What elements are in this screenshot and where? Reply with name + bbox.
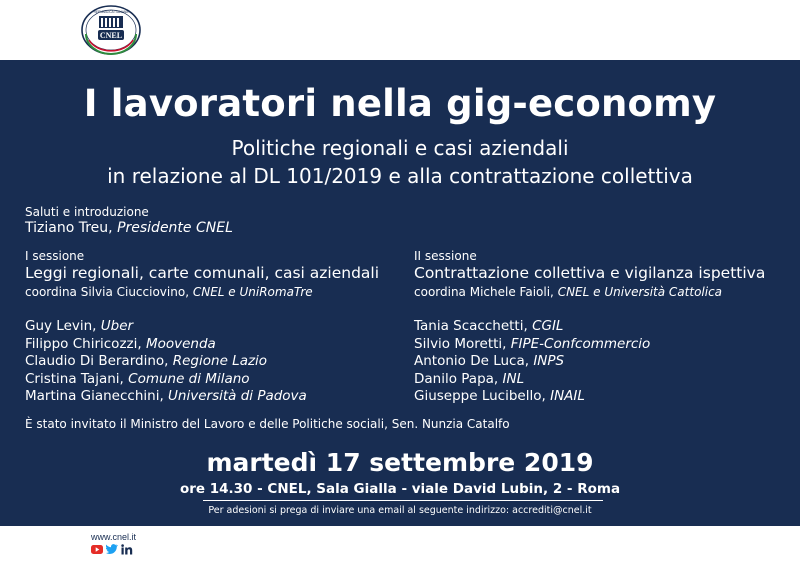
- page-title: I lavoratori nella gig-economy: [83, 82, 717, 125]
- session2-chair-affiliation: CNEL e Università Cattolica: [557, 285, 723, 299]
- divider: [203, 500, 603, 501]
- list-item: Filippo Chiricozzi, Moovenda: [25, 335, 216, 352]
- intro-speaker-name: Tiziano Treu,: [25, 220, 113, 236]
- list-item: Cristina Tajani, Comune di Milano: [25, 370, 250, 387]
- logo-arc-text: REPUBBLICA ITALIANA: [93, 10, 129, 14]
- event-venue: ore 14.30 - CNEL, Sala Gialla - viale David Lubin, 2 - Roma: [179, 481, 621, 497]
- session1-title: Leggi regionali, carte comunali, casi aziendali: [25, 264, 380, 282]
- session2-chair: [414, 285, 722, 299]
- invited-note: È stato invitato il Ministro del Lavoro e delle Politiche sociali, Sen. Nunzia Catalfo: [25, 417, 510, 431]
- list-item: Silvio Moretti, FIPE-Confcommercio: [414, 335, 651, 352]
- logo-text: CNEL: [99, 31, 123, 40]
- twitter-icon[interactable]: [106, 544, 118, 555]
- youtube-icon[interactable]: [91, 544, 103, 555]
- list-item: Tania Scacchetti, CGIL: [414, 318, 564, 334]
- session1-speakers: [25, 318, 307, 406]
- social-links: [91, 544, 133, 556]
- list-item: Claudio Di Berardino, Regione Lazio: [25, 353, 268, 369]
- linkedin-icon[interactable]: [121, 544, 133, 555]
- session2-title: Contrattazione collettiva e vigilanza ispettiva: [414, 264, 766, 282]
- list-item: Guy Levin, Uber: [25, 318, 134, 334]
- website-link[interactable]: www.cnel.it: [91, 532, 137, 542]
- intro-speaker: [25, 220, 233, 236]
- session2-chair-prefix: coordina Michele Faioli,: [414, 285, 554, 299]
- list-item: Antonio De Luca, INPS: [414, 353, 565, 369]
- session2-label: II sessione: [414, 249, 477, 263]
- main-panel: [0, 60, 800, 526]
- list-item: Danilo Papa, INL: [414, 370, 525, 387]
- cnel-logo: [80, 4, 142, 56]
- intro-speaker-role: Presidente CNEL: [117, 220, 233, 236]
- session1-chair-prefix: coordina Silvia Ciucciovino,: [25, 285, 190, 299]
- session1-label: I sessione: [25, 249, 85, 263]
- session1-chair: [25, 285, 313, 299]
- session2-speakers: [414, 318, 650, 406]
- subtitle-line-2: in relazione al DL 101/2019 e alla contrattazione collettiva: [107, 164, 693, 188]
- event-date: martedì 17 settembre 2019: [206, 448, 594, 477]
- session1-chair-affiliation: CNEL e UniRomaTre: [192, 285, 313, 299]
- list-item: Martina Gianecchini, Università di Padova: [25, 388, 307, 404]
- intro-label: Saluti e introduzione: [25, 205, 149, 219]
- contact-note: Per adesioni si prega di inviare una email al seguente indirizzo: accrediti@cnel.it: [208, 505, 592, 516]
- subtitle-line-1: Politiche regionali e casi aziendali: [231, 136, 569, 160]
- list-item: Giuseppe Lucibello, INAIL: [414, 388, 585, 404]
